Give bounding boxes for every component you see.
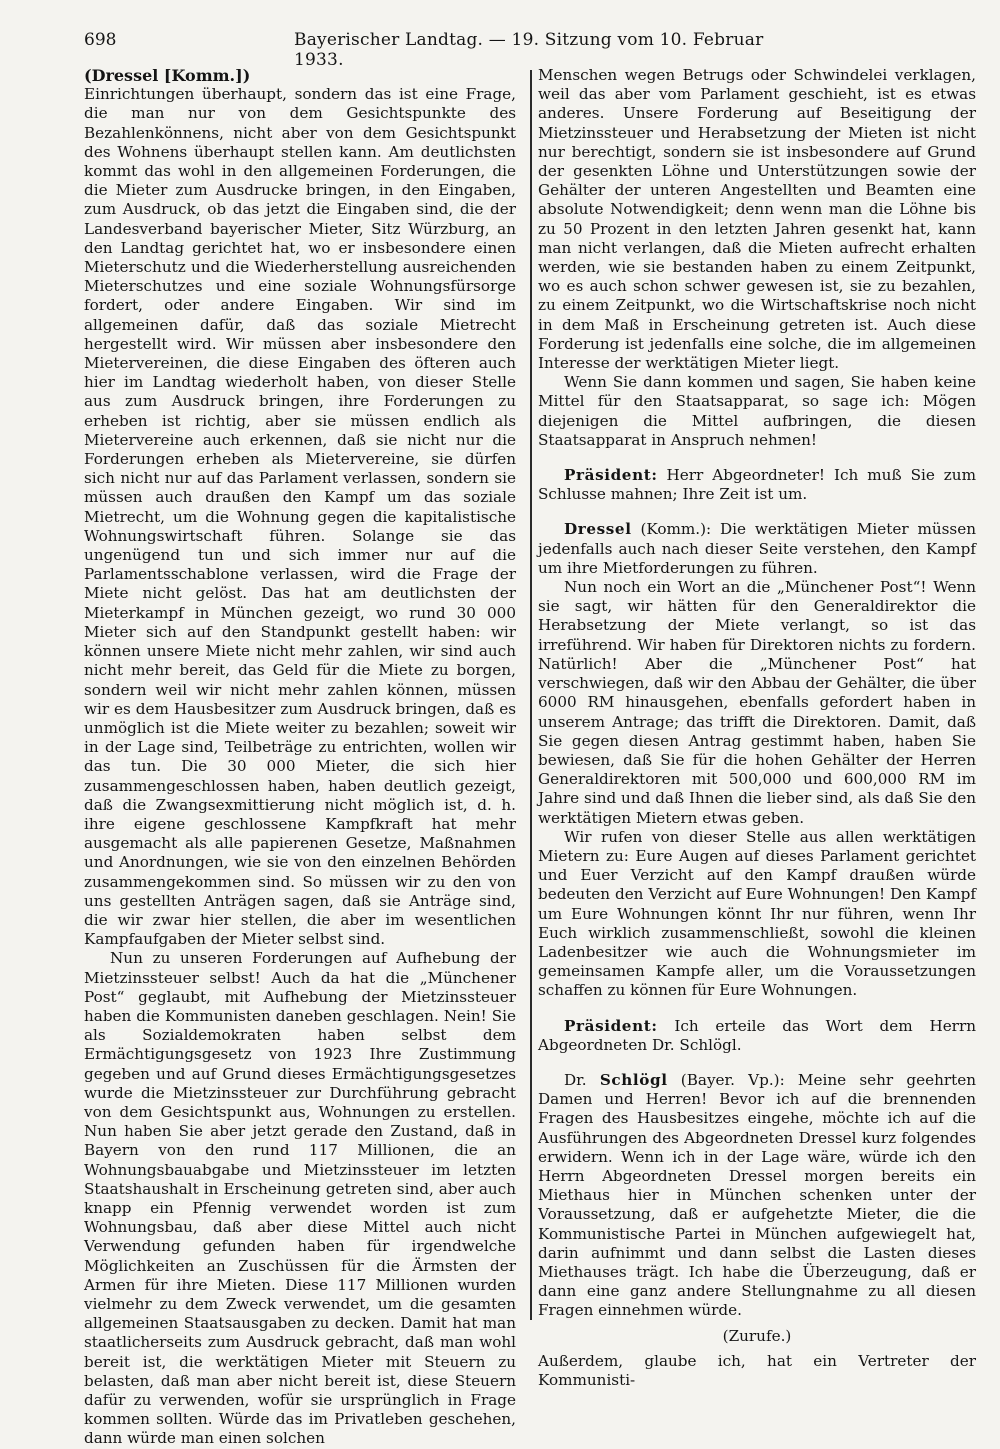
schloegl-remark [538,1071,976,1321]
interjection: (Zurufe.) [722,1326,792,1345]
right-paragraph-3: Nun noch ein Wort an die „Münchener Post“! Wenn sie sagt, wir hätten für den Generaldirektor die Herabsetzung der Miete verlangt, so ist das irreführend. Wir haben für Direktoren nichts zu fordern. Natürlich! Aber die „Münchener Post“ hat verschwiegen, daß wir den Abbau der Gehälter, die über 6000 RM hinausgehen, ebenfalls gefordert haben in unserem Antrage; das trifft die Direktoren. Damit, daß Sie gegen diesen Antrag gestimmt haben, haben Sie bewiesen, daß Sie für die hohen Gehälter der Herren Generaldirektoren mit 500,000 und 600,000 RM im Jahre sind und daß Ihnen die lieber sind, als daß Sie den werktätigen Mietern etwas geben. [538,578,976,827]
president-remark-1 [538,466,976,504]
right-column [538,66,976,1390]
left-paragraph-1: Einrichtungen überhaupt, sondern das ist eine Frage, die man nur von dem Gesichtspunkte des Bezahlenkönnens, nicht aber von dem Gesichtspunkt des Wohnens überhaupt stellen kann. Am deutlichsten kommt das wohl in den allgemeinen Forderungen, die die Mieter zum Ausdrucke bringen, in den Eingaben, zum Ausdruck, ob das jetzt die Eingaben sind, die der Landesverband bayerischer Mieter, Sitz Würzburg, an den Landtag gerichtet hat, wo er insbesondere einen Mieterschutz und die Wiederherstellung ausreichenden Mieterschutzes und eine soziale Wohnungsfürsorge fordert, oder andere Eingaben. Wir sind im allgemeinen dafür, daß das soziale Mietrecht hergestellt wird. Wir müssen aber insbesondere den Mietervereinen, die diese Eingaben des öfteren auch hier im Landtag wiederholt haben, von dieser Stelle aus zum Ausdruck bringen, ihre Forderungen zu erheben ist richtig, aber sie müssen endlich als Mietervereine auch erkennen, daß sie nicht nur die Forderungen erheben als Mietervereine, sie dürfen sich nicht nur auf das Parlament verlassen, sondern sie müssen auch draußen den Kampf um das soziale Mietrecht, um die Wohnung gegen die kapitalistische Wohnungswirtschaft führen. Solange sie das ungenügend tun und sich immer nur auf die Parlamentsschablone verlassen, wird die Frage der Miete nicht gelöst. Das hat am deutlichsten der Mieterkampf in München gezeigt, wo rund 30 000 Mieter sich auf den Standpunkt gestellt haben: wir können unsere Miete nicht mehr zahlen, wir sind auch nicht mehr bereit, das Geld für die Miete zu borgen, sondern weil wir nicht mehr zahlen können, müssen wir es dem Hausbesitzer zum Ausdruck bringen, daß es unmöglich ist die Miete weiter zu bezahlen; soweit wir in der Lage sind, Teilbeträge zu entrichten, wollen wir das tun. Die 30 000 Mieter, die sich hier zusammengeschlossen haben, haben deutlich gezeigt, daß die Zwangsexmittierung nicht möglich ist, d. h. ihre eigene geschlossene Kampfkraft hat mehr ausgemacht als alle papierenen Gesetze, Maßnahmen und Anordnungen, wie sie von den einzelnen Behörden zusammengekommen sind. So müssen wir zu den von uns gestellten Anträgen sagen, daß sie Anträge sind, die wir zwar hier stellen, die aber im wesentlichen Kampfaufgaben der Mieter selbst sind. [84,85,516,949]
speech-text: Herr Abgeordneter! Ich muß Sie zum Schlusse mahnen; Ihre Zeit ist um. [538,466,976,504]
speaker-name: Präsident: [564,466,658,485]
left-paragraph-2: Nun zu unseren Forderungen auf Aufhebung der Mietzinssteuer selbst! Auch da hat die „Münchener Post“ geglaubt, mit Aufhebung der Mietzinssteuer haben die Kommunisten daneben geschlagen. Nein! Sie als Sozialdemokraten haben selbst dem Ermächtigungsgesetz von 1923 Ihre Zustimmung gegeben und auf Grund dieses Ermächtigungsgesetzes wurde die Mietzinssteuer zur Durchführung gebracht von dem Gesichtspunkt aus, Wohnungen zu erstellen. Nun haben Sie aber jetzt gerade den Zustand, daß in Bayern von den rund 117 Millionen, die an Wohnungsbauabgabe und Mietzinssteuer im letzten Staatshaushalt in Erscheinung getreten sind, aber auch knapp ein Pfennig verwendet worden ist zum Wohnungsbau, daß aber diese Mittel auch nicht Verwendung gefunden haben für irgendwelche Möglichkeiten an Zuschüssen für die Ärmsten der Armen für ihre Mieten. Diese 117 Millionen wurden vielmehr zu dem Zweck verwendet, um die gesamten allgemeinen Staatsausgaben zu decken. Damit hat man staatlicherseits zum Ausdruck gebracht, daß man wohl bereit ist, die werktätigen Mieter mit Steuern zu belasten, daß man aber nicht bereit ist, diese Steuern dafür zu verwenden, wofür sie ursprünglich in Frage kommen sollten. Würde das im Privatleben geschehen, dann würde man einen solchen [84,949,516,1448]
speech-text: Ich erteile das Wort dem Herrn Abgeordneten Dr. Schlögl. [538,1016,976,1054]
right-paragraph-last: Außerdem, glaube ich, hat ein Vertreter der Kommunisti- [538,1351,976,1389]
speaker-name: Dressel [564,520,632,539]
speaker-title: Dr. [564,1070,600,1089]
speaker-name: Präsident: [564,1016,658,1035]
speech-text: (Komm.): Die werktätigen Mieter müssen jedenfalls auch nach dieser Seite verstehen, den Kampf um ihre Mietforderungen zu führen. [538,520,976,577]
president-remark-2 [538,1017,976,1055]
right-paragraph-2: Wenn Sie dann kommen und sagen, Sie haben keine Mittel für den Staatsapparat, so sage ich: Mögen diejenigen die Mittel aufbringen, die diesen Staatsapparat in Anspruch nehmen! [538,373,976,449]
right-paragraph-1: Menschen wegen Betrugs oder Schwindelei verklagen, weil das aber vom Parlament geschieht, ist es etwas anderes. Unsere Forderung auf Beseitigung der Mietzinssteuer und Herabsetzung der Mieten ist nicht nur berechtigt, sondern sie ist insbesondere auf Grund der gesenkten Löhne und Unterstützungen sowie der Gehälter der unteren Angestellten und Beamten eine absolute Notwendigkeit; denn wenn man die Löhne bis zu 50 Prozent in den letzten Jahren gesenkt hat, kann man nicht verlangen, daß die Mieten aufrecht erhalten werden, wie sie bestanden haben zu einem Zeitpunkt, wo es auch schon schwer gewesen ist, sie zu bezahlen, zu einem Zeitpunkt, wo die Wirtschaftskrise noch nicht in dem Maß in Erscheinung getreten ist. Auch diese Forderung ist jedenfalls eine solche, die im allgemeinen Interesse der werktätigen Mieter liegt. [538,66,976,373]
dressel-remark [538,520,976,578]
column-divider [530,70,532,1320]
speech-text: (Bayer. Vp.): Meine sehr geehrten Damen und Herren! Bevor ich auf die brennenden Fragen des Hausbesitzes eingehe, möchte ich auf die Ausführungen des Abgeordneten Dressel kurz folgendes erwidern. Wenn ich in der Lage wäre, würde ich den Herrn Abgeordneten Dressel morgen bereits ein Miethaus hier in München schenken unter der Voraussetzung, daß er aufgehetzte Mieter, die die Kommunistische Partei in München aufgewiegelt hat, darin aufnimmt und dann selbst die Lasten dieses Miethauses trägt. Ich habe die Überzeugung, daß er dann eine ganz andere Stellungnahme zu all diesen Fragen einnehmen würde. [538,1070,976,1320]
page-header [84,30,784,70]
right-paragraph-4: Wir rufen von dieser Stelle aus allen werktätigen Mietern zu: Eure Augen auf dieses Parlament gerichtet und Euer Verzicht auf den Kampf draußen würde bedeuten den Verzicht auf Eure Wohnungen! Den Kampf um Eure Wohnungen könnt Ihr nur führen, wenn Ihr Euch wirklich zusammenschließt, sowohl die kleinen Ladenbesitzer wie auch die Wohnungsmieter im gemeinsamen Kampfe aller, um die Voraussetzungen schaffen zu können für Eure Wohnungen. [538,827,976,1000]
page-number: 698 [84,30,117,50]
speaker-name: Schlögl [599,1070,668,1089]
running-title: Bayerischer Landtag. — 19. Sitzung vom 10. Februar 1933. [294,30,764,70]
continued-speaker-header: (Dressel [Komm.]) [84,66,251,85]
left-column [84,66,516,1449]
